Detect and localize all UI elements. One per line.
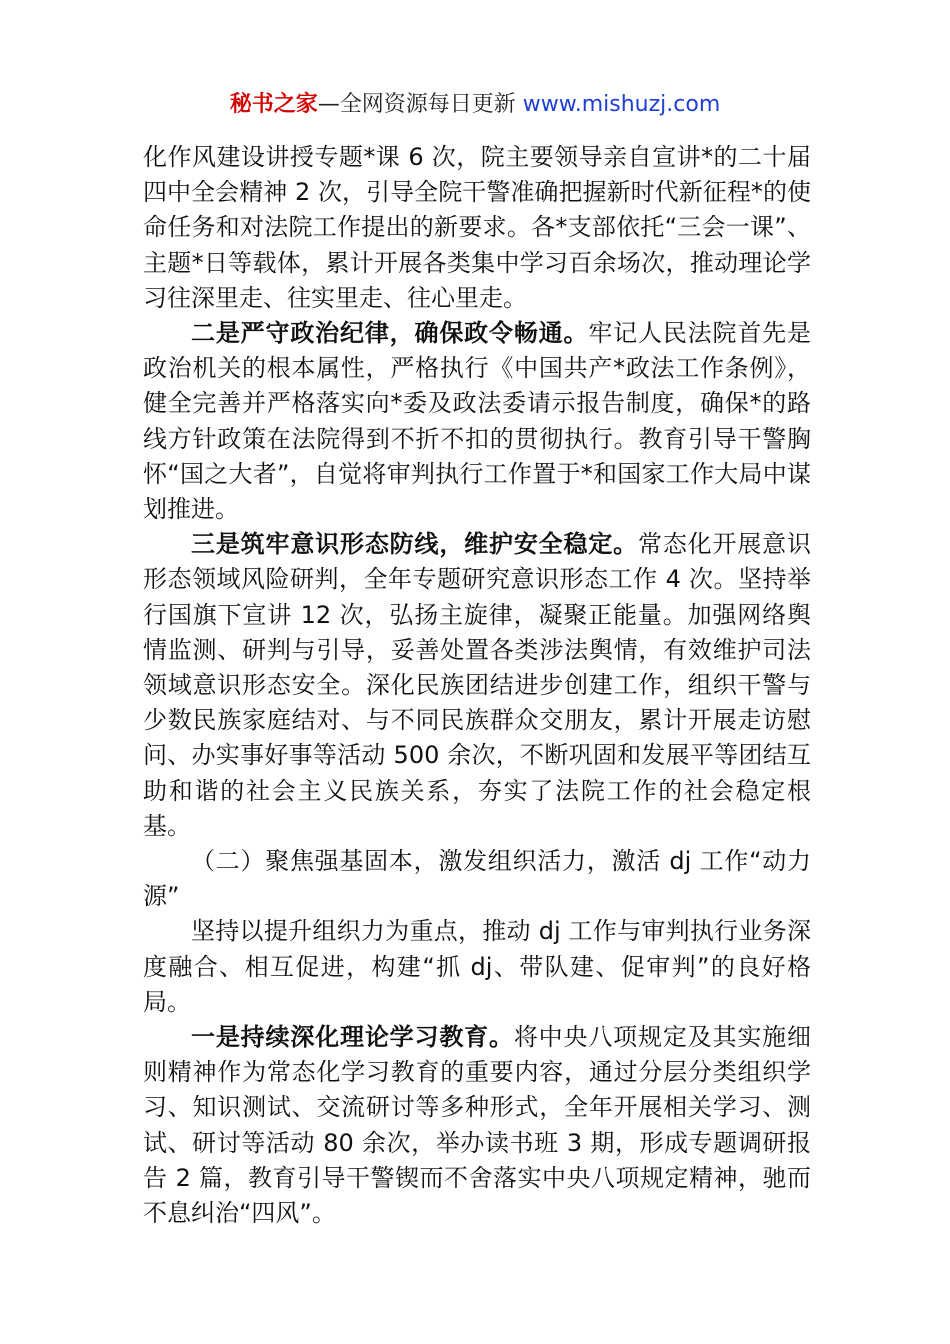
paragraph-text: 牢记人民法院首先是政治机关的根本属性，严格执行《中国共产*政法工作条例》，健全完善并严格落实向*委及政法委请示报告制度，确保*的路线方针政策在法院得到不折不扣的贯彻执行。教育引导干警胸怀“国之大者”，自觉将审判执行工作置于*和国家工作大局中谋划推进。	[143, 319, 812, 524]
paragraph-text: 将中央八项规定及其实施细则精神作为常态化学习教育的重要内容，通过分层分类组织学习、知识测试、交流研讨等多种形式，全年开展相关学习、测试、研讨等活动 80 余次，举办读书班 3 期，形成专题调研报告 2 篇，教育引导干警锲而不舍落实中央八项规定精神，驰而不息纠治“四风”。	[143, 1023, 812, 1228]
site-url-link[interactable]: www.mishuzj.com	[522, 92, 721, 117]
document-body	[143, 140, 811, 1231]
paragraph-lead: 三是筑牢意识形态防线，维护安全稳定。	[191, 530, 638, 559]
paragraph-lead: 一是持续深化理论学习教育。	[191, 1023, 514, 1052]
paragraph-lead: 二是严守政治纪律，确保政令畅通。	[191, 319, 589, 348]
site-tagline: —全网资源每日更新	[317, 92, 523, 117]
page-header	[0, 88, 950, 122]
paragraph-political-discipline	[143, 316, 811, 527]
paragraph-text: 化作风建设讲授专题*课 6 次，院主要领导亲自宣讲*的二十届四中全会精神 2 次，引导全院干警准确把握新时代新征程*的使命任务和对法院工作提出的新要求。各*支部依托“三会一课”、主题*日等载体，累计开展各类集中学习百余场次，推动理论学习往深里走、往实里走、往心里走。	[143, 143, 811, 312]
paragraph-text: 常态化开展意识形态领域风险研判，全年专题研究意识形态工作 4 次。坚持举行国旗下宣讲 12 次，弘扬主旋律，凝聚正能量。加强网络舆情监测、研判与引导，妥善处置各类涉法舆情，有效维护司法领域意识形态安全。深化民族团结进步创建工作，组织干警与少数民族家庭结对、与不同民族群众交朋友，累计开展走访慰问、办实事好事等活动 500 余次，不断巩固和发展平等团结互助和谐的社会主义民族关系，夯实了法院工作的社会稳定根基。	[143, 530, 811, 840]
paragraph-text: 坚持以提升组织力为重点，推动 dj 工作与审判执行业务深度融合、相互促进，构建“抓 dj、带队建、促审判”的良好格局。	[143, 917, 811, 1016]
paragraph-ideology-defense	[143, 527, 811, 844]
paragraph-continued	[143, 140, 811, 316]
section-heading	[143, 844, 811, 914]
site-brand: 秘书之家	[229, 92, 318, 117]
paragraph-theory-study	[143, 1020, 811, 1231]
paragraph-organization-power	[143, 914, 811, 1020]
section-heading-text: （二）聚焦强基固本，激发组织活力，激活 dj 工作“动力源”	[143, 847, 811, 911]
